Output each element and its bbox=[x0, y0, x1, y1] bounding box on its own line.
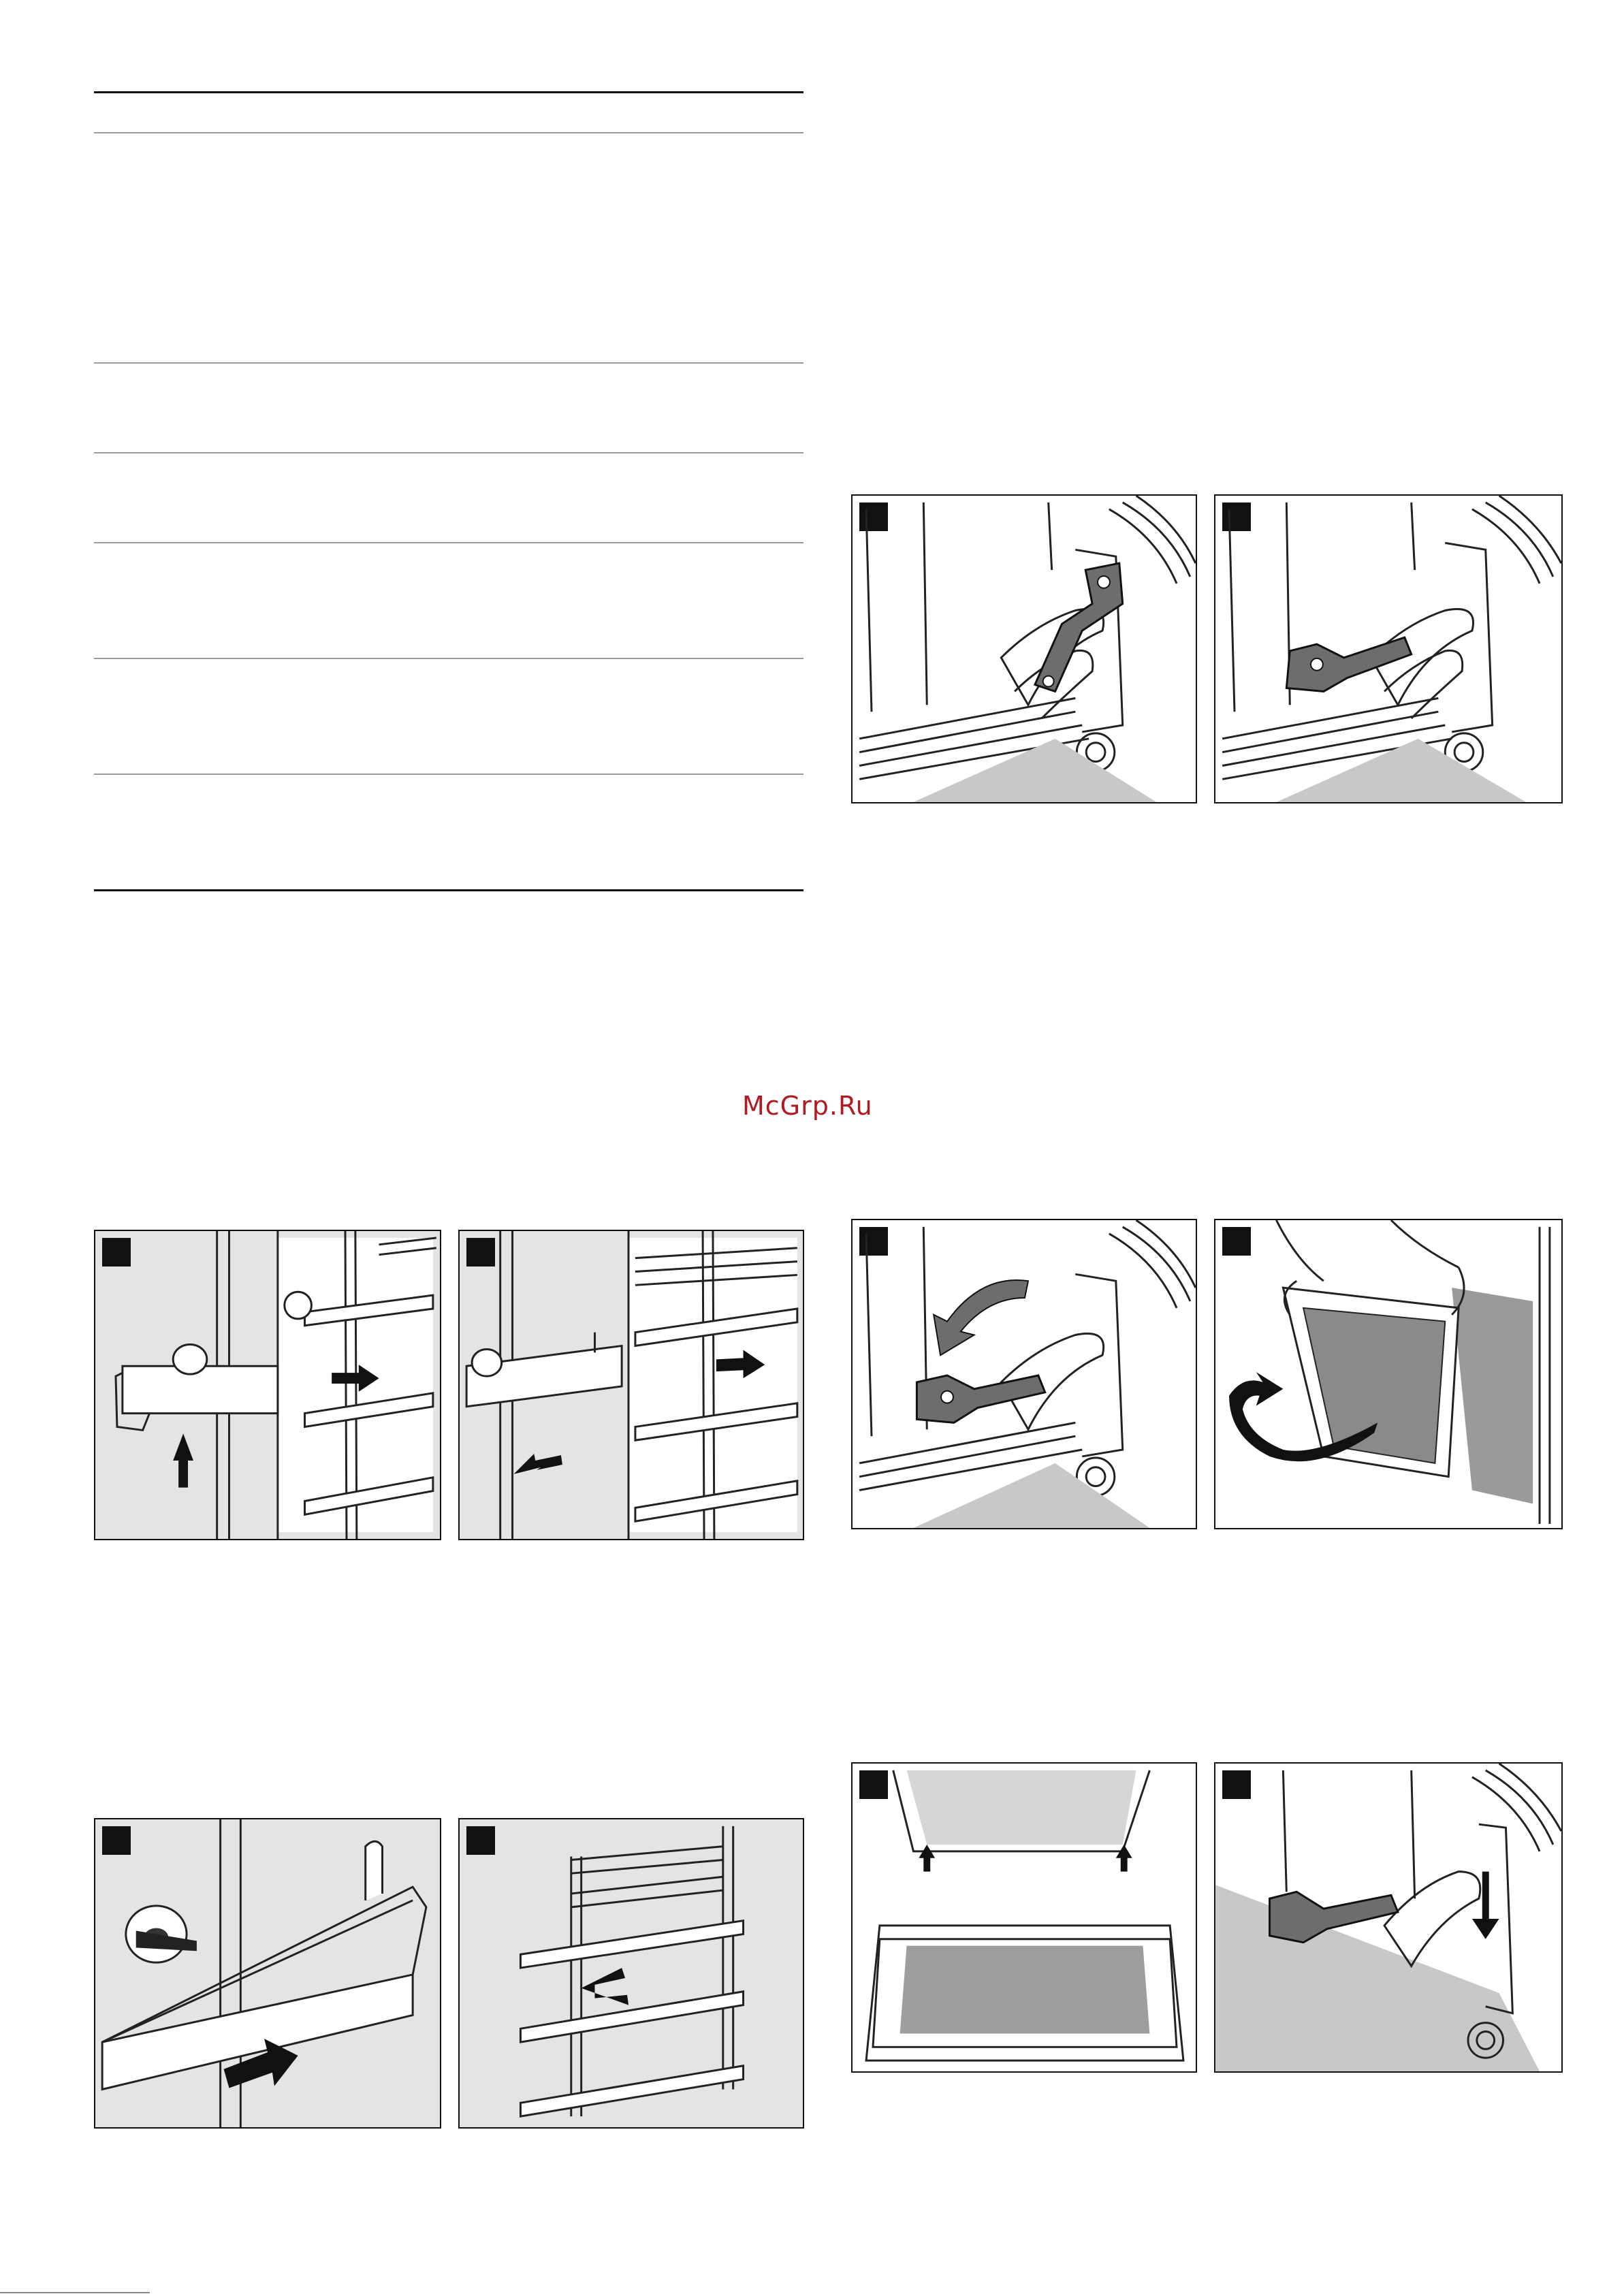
figure-door-hooks-insert bbox=[851, 1762, 1197, 2073]
rail-insert-illustration bbox=[95, 1819, 440, 2127]
table-top-rule bbox=[94, 91, 803, 93]
table-row-rule bbox=[94, 774, 803, 775]
watermark-text: McGrp.Ru bbox=[742, 1091, 873, 1121]
table-row-rule bbox=[94, 542, 803, 543]
door-lift-illustration bbox=[1215, 1220, 1561, 1528]
table-row-rule bbox=[94, 452, 803, 453]
figure-hinge-lever-closed bbox=[851, 494, 1197, 803]
figure-hinge-lever-swing bbox=[851, 1219, 1197, 1529]
hinge-open-illustration bbox=[1215, 496, 1561, 802]
hinge-swing-illustration bbox=[853, 1220, 1196, 1528]
rail-pull-illustration bbox=[460, 1231, 803, 1539]
figure-rail-insert bbox=[94, 1818, 441, 2129]
door-hooks-illustration bbox=[853, 1764, 1196, 2071]
figure-rail-fit bbox=[458, 1818, 804, 2129]
rail-unhook-illustration bbox=[95, 1231, 440, 1539]
table-row-rule bbox=[94, 658, 803, 659]
footer-rule bbox=[0, 2292, 150, 2293]
table-row-rule bbox=[94, 362, 803, 364]
table-header-rule bbox=[94, 132, 803, 133]
figure-rail-unhook bbox=[94, 1230, 441, 1540]
figure-hinge-lever-open bbox=[1214, 494, 1563, 803]
table-bottom-rule bbox=[94, 889, 803, 891]
figure-rail-pull-out bbox=[458, 1230, 804, 1540]
rail-fit-illustration bbox=[460, 1819, 803, 2127]
hinge-closed-illustration bbox=[853, 496, 1196, 802]
figure-door-lift-off bbox=[1214, 1219, 1563, 1529]
figure-hinge-lever-close bbox=[1214, 1762, 1563, 2073]
hinge-close-illustration bbox=[1215, 1764, 1561, 2071]
